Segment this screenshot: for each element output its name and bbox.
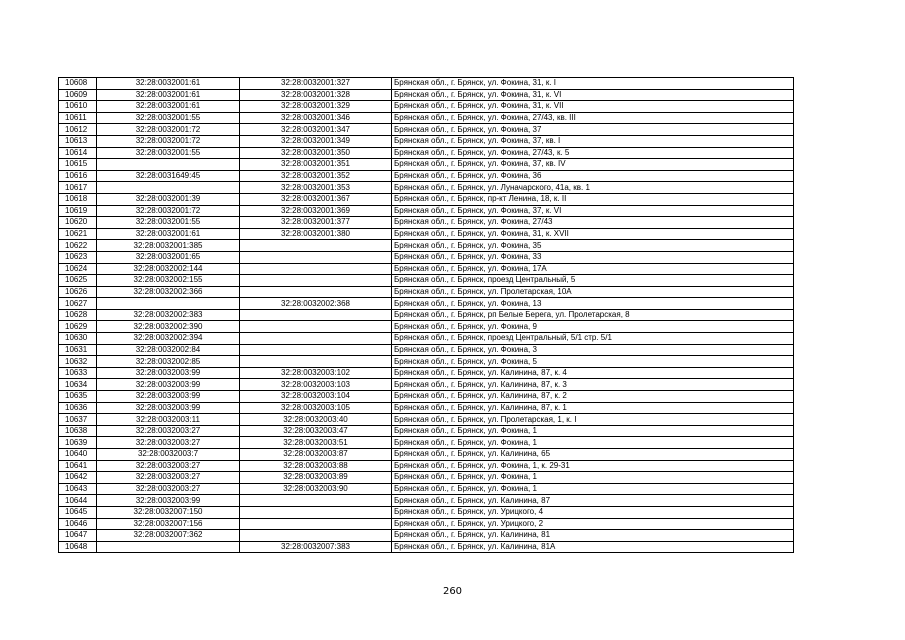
row-number-cell: 10608 — [59, 78, 97, 90]
land-parcel-number-cell: 32:28:0032003:99 — [97, 379, 240, 391]
land-parcel-number-cell: 32:28:0032001:39 — [97, 193, 240, 205]
row-number-cell: 10616 — [59, 170, 97, 182]
row-number-cell: 10617 — [59, 182, 97, 194]
table-row — [59, 159, 794, 171]
land-parcel-number-cell: 32:28:0032001:55 — [97, 147, 240, 159]
object-number-cell: 32:28:0032001:327 — [240, 78, 392, 90]
table-row — [59, 286, 794, 298]
object-number-cell: 32:28:0032007:383 — [240, 541, 392, 553]
object-number-cell: 32:28:0032003:47 — [240, 425, 392, 437]
land-parcel-number-cell: 32:28:0032007:150 — [97, 506, 240, 518]
address-cell: Брянская обл., г. Брянск, ул. Калинина, 87 — [392, 495, 794, 507]
row-number-cell: 10627 — [59, 298, 97, 310]
land-parcel-number-cell: 32:28:0032002:144 — [97, 263, 240, 275]
row-number-cell: 10634 — [59, 379, 97, 391]
address-cell: Брянская обл., г. Брянск, ул. Фокина, 31, к. VI — [392, 89, 794, 101]
object-number-cell — [240, 263, 392, 275]
row-number-cell: 10636 — [59, 402, 97, 414]
table-row — [59, 263, 794, 275]
land-parcel-number-cell: 32:28:0032002:383 — [97, 309, 240, 321]
table-row — [59, 530, 794, 542]
row-number-cell: 10643 — [59, 483, 97, 495]
registry-table-body — [59, 78, 794, 553]
land-parcel-number-cell: 32:28:0032003:27 — [97, 472, 240, 484]
table-row — [59, 449, 794, 461]
object-number-cell: 32:28:0032003:87 — [240, 449, 392, 461]
land-parcel-number-cell: 32:28:0032002:390 — [97, 321, 240, 333]
row-number-cell: 10612 — [59, 124, 97, 136]
land-parcel-number-cell: 32:28:0032001:72 — [97, 205, 240, 217]
land-parcel-number-cell: 32:28:0032001:65 — [97, 251, 240, 263]
object-number-cell: 32:28:0032003:104 — [240, 391, 392, 403]
land-parcel-number-cell: 32:28:0032003:99 — [97, 402, 240, 414]
object-number-cell — [240, 530, 392, 542]
registry-table — [58, 77, 794, 553]
object-number-cell — [240, 495, 392, 507]
table-row — [59, 356, 794, 368]
address-cell: Брянская обл., г. Брянск, ул. Фокина, 33 — [392, 251, 794, 263]
land-parcel-number-cell: 32:28:0032003:7 — [97, 449, 240, 461]
address-cell: Брянская обл., г. Брянск, ул. Фокина, 27/43 — [392, 217, 794, 229]
address-cell: Брянская обл., г. Брянск, ул. Фокина, 1 — [392, 437, 794, 449]
row-number-cell: 10618 — [59, 193, 97, 205]
table-row — [59, 379, 794, 391]
land-parcel-number-cell: 32:28:0032001:72 — [97, 124, 240, 136]
land-parcel-number-cell — [97, 541, 240, 553]
land-parcel-number-cell: 32:28:0032007:362 — [97, 530, 240, 542]
address-cell: Брянская обл., г. Брянск, ул. Фокина, 27/43, кв. III — [392, 112, 794, 124]
table-row — [59, 483, 794, 495]
table-row — [59, 205, 794, 217]
table-row — [59, 437, 794, 449]
table-row — [59, 367, 794, 379]
address-cell: Брянская обл., г. Брянск, ул. Фокина, 35 — [392, 240, 794, 252]
row-number-cell: 10631 — [59, 344, 97, 356]
row-number-cell: 10630 — [59, 333, 97, 345]
land-parcel-number-cell: 32:28:0032001:61 — [97, 78, 240, 90]
land-parcel-number-cell: 32:28:0032002:85 — [97, 356, 240, 368]
table-row — [59, 506, 794, 518]
object-number-cell: 32:28:0032001:351 — [240, 159, 392, 171]
row-number-cell: 10641 — [59, 460, 97, 472]
land-parcel-number-cell — [97, 182, 240, 194]
row-number-cell: 10645 — [59, 506, 97, 518]
address-cell: Брянская обл., г. Брянск, ул. Фокина, 37, кв. IV — [392, 159, 794, 171]
row-number-cell: 10648 — [59, 541, 97, 553]
row-number-cell: 10635 — [59, 391, 97, 403]
land-parcel-number-cell: 32:28:0032003:27 — [97, 483, 240, 495]
table-row — [59, 321, 794, 333]
table-row — [59, 460, 794, 472]
object-number-cell: 32:28:0032003:102 — [240, 367, 392, 379]
table-row — [59, 425, 794, 437]
land-parcel-number-cell: 32:28:0032003:99 — [97, 391, 240, 403]
table-row — [59, 135, 794, 147]
table-row — [59, 414, 794, 426]
row-number-cell: 10626 — [59, 286, 97, 298]
row-number-cell: 10622 — [59, 240, 97, 252]
address-cell: Брянская обл., г. Брянск, ул. Фокина, 37 — [392, 124, 794, 136]
table-row — [59, 182, 794, 194]
address-cell: Брянская обл., г. Брянск, ул. Фокина, 36 — [392, 170, 794, 182]
table-row — [59, 333, 794, 345]
address-cell: Брянская обл., г. Брянск, ул. Фокина, 37, кв. I — [392, 135, 794, 147]
land-parcel-number-cell: 32:28:0032001:72 — [97, 135, 240, 147]
row-number-cell: 10615 — [59, 159, 97, 171]
land-parcel-number-cell: 32:28:0032003:99 — [97, 367, 240, 379]
row-number-cell: 10614 — [59, 147, 97, 159]
table-row — [59, 495, 794, 507]
table-row — [59, 170, 794, 182]
row-number-cell: 10624 — [59, 263, 97, 275]
land-parcel-number-cell — [97, 159, 240, 171]
address-cell: Брянская обл., г. Брянск, ул. Фокина, 27/43, к. 5 — [392, 147, 794, 159]
land-parcel-number-cell: 32:28:0032001:55 — [97, 112, 240, 124]
object-number-cell: 32:28:0032003:90 — [240, 483, 392, 495]
object-number-cell: 32:28:0032001:352 — [240, 170, 392, 182]
object-number-cell: 32:28:0032001:347 — [240, 124, 392, 136]
address-cell: Брянская обл., г. Брянск, ул. Пролетарская, 10А — [392, 286, 794, 298]
object-number-cell — [240, 518, 392, 530]
land-parcel-number-cell: 32:28:0032003:11 — [97, 414, 240, 426]
address-cell: Брянская обл., г. Брянск, ул. Фокина, 1, к. 29-31 — [392, 460, 794, 472]
row-number-cell: 10621 — [59, 228, 97, 240]
row-number-cell: 10619 — [59, 205, 97, 217]
object-number-cell — [240, 240, 392, 252]
object-number-cell: 32:28:0032001:369 — [240, 205, 392, 217]
land-parcel-number-cell: 32:28:0032003:27 — [97, 437, 240, 449]
row-number-cell: 10609 — [59, 89, 97, 101]
object-number-cell — [240, 506, 392, 518]
land-parcel-number-cell: 32:28:0032003:27 — [97, 460, 240, 472]
address-cell: Брянская обл., г. Брянск, ул. Урицкого, 4 — [392, 506, 794, 518]
land-parcel-number-cell: 32:28:0032002:366 — [97, 286, 240, 298]
object-number-cell — [240, 309, 392, 321]
table-row — [59, 112, 794, 124]
table-row — [59, 518, 794, 530]
address-cell: Брянская обл., г. Брянск, ул. Фокина, 17А — [392, 263, 794, 275]
address-cell: Брянская обл., г. Брянск, ул. Урицкого, 2 — [392, 518, 794, 530]
row-number-cell: 10644 — [59, 495, 97, 507]
object-number-cell: 32:28:0032001:328 — [240, 89, 392, 101]
row-number-cell: 10633 — [59, 367, 97, 379]
table-row — [59, 193, 794, 205]
address-cell: Брянская обл., г. Брянск, ул. Фокина, 1 — [392, 425, 794, 437]
land-parcel-number-cell: 32:28:0032007:156 — [97, 518, 240, 530]
address-cell: Брянская обл., г. Брянск, ул. Фокина, 1 — [392, 472, 794, 484]
object-number-cell — [240, 356, 392, 368]
object-number-cell: 32:28:0032001:353 — [240, 182, 392, 194]
page-number: 260 — [442, 586, 463, 597]
object-number-cell: 32:28:0032003:89 — [240, 472, 392, 484]
object-number-cell — [240, 251, 392, 263]
object-number-cell — [240, 321, 392, 333]
row-number-cell: 10637 — [59, 414, 97, 426]
row-number-cell: 10638 — [59, 425, 97, 437]
object-number-cell: 32:28:0032003:40 — [240, 414, 392, 426]
address-cell: Брянская обл., г. Брянск, ул. Калинина, 87, к. 1 — [392, 402, 794, 414]
row-number-cell: 10610 — [59, 101, 97, 113]
land-parcel-number-cell: 32:28:0032001:61 — [97, 101, 240, 113]
table-row — [59, 147, 794, 159]
address-cell: Брянская обл., г. Брянск, ул. Калинина, 87, к. 2 — [392, 391, 794, 403]
object-number-cell: 32:28:0032001:349 — [240, 135, 392, 147]
address-cell: Брянская обл., г. Брянск, ул. Калинина, 81 — [392, 530, 794, 542]
table-row — [59, 228, 794, 240]
land-parcel-number-cell: 32:28:0032003:99 — [97, 495, 240, 507]
address-cell: Брянская обл., г. Брянск, ул. Калинина, 65 — [392, 449, 794, 461]
row-number-cell: 10629 — [59, 321, 97, 333]
object-number-cell: 32:28:0032001:329 — [240, 101, 392, 113]
table-row — [59, 217, 794, 229]
land-parcel-number-cell: 32:28:0032001:61 — [97, 89, 240, 101]
address-cell: Брянская обл., г. Брянск, ул. Фокина, 9 — [392, 321, 794, 333]
address-cell: Брянская обл., г. Брянск, ул. Фокина, 1 — [392, 483, 794, 495]
address-cell: Брянская обл., г. Брянск, ул. Фокина, 31, к. XVII — [392, 228, 794, 240]
land-parcel-number-cell: 32:28:0032001:61 — [97, 228, 240, 240]
row-number-cell: 10611 — [59, 112, 97, 124]
row-number-cell: 10628 — [59, 309, 97, 321]
row-number-cell: 10639 — [59, 437, 97, 449]
address-cell: Брянская обл., г. Брянск, ул. Фокина, 5 — [392, 356, 794, 368]
address-cell: Брянская обл., г. Брянск, ул. Калинина, 81А — [392, 541, 794, 553]
table-row — [59, 309, 794, 321]
address-cell: Брянская обл., г. Брянск, ул. Луначарского, 41а, кв. 1 — [392, 182, 794, 194]
address-cell: Брянская обл., г. Брянск, ул. Пролетарская, 1, к. I — [392, 414, 794, 426]
row-number-cell: 10642 — [59, 472, 97, 484]
address-cell: Брянская обл., г. Брянск, пр-кт Ленина, 18, к. II — [392, 193, 794, 205]
table-row — [59, 124, 794, 136]
address-cell: Брянская обл., г. Брянск, проезд Центральный, 5/1 стр. 5/1 — [392, 333, 794, 345]
address-cell: Брянская обл., г. Брянск, ул. Калинина, 87, к. 4 — [392, 367, 794, 379]
object-number-cell: 32:28:0032001:380 — [240, 228, 392, 240]
table-row — [59, 472, 794, 484]
table-row — [59, 101, 794, 113]
object-number-cell: 32:28:0032001:377 — [240, 217, 392, 229]
land-parcel-number-cell: 32:28:0032001:55 — [97, 217, 240, 229]
table-row — [59, 402, 794, 414]
address-cell: Брянская обл., г. Брянск, проезд Центральный, 5 — [392, 275, 794, 287]
table-row — [59, 344, 794, 356]
land-parcel-number-cell: 32:28:0032003:27 — [97, 425, 240, 437]
row-number-cell: 10613 — [59, 135, 97, 147]
table-row — [59, 89, 794, 101]
object-number-cell — [240, 333, 392, 345]
object-number-cell: 32:28:0032003:105 — [240, 402, 392, 414]
land-parcel-number-cell: 32:28:0032002:394 — [97, 333, 240, 345]
row-number-cell: 10625 — [59, 275, 97, 287]
address-cell: Брянская обл., г. Брянск, ул. Фокина, 3 — [392, 344, 794, 356]
object-number-cell: 32:28:0032003:103 — [240, 379, 392, 391]
object-number-cell — [240, 286, 392, 298]
address-cell: Брянская обл., г. Брянск, ул. Фокина, 31, к. I — [392, 78, 794, 90]
object-number-cell: 32:28:0032003:88 — [240, 460, 392, 472]
object-number-cell — [240, 275, 392, 287]
object-number-cell: 32:28:0032002:368 — [240, 298, 392, 310]
object-number-cell: 32:28:0032001:346 — [240, 112, 392, 124]
object-number-cell — [240, 344, 392, 356]
land-parcel-number-cell — [97, 298, 240, 310]
table-row — [59, 78, 794, 90]
object-number-cell: 32:28:0032003:51 — [240, 437, 392, 449]
table-row — [59, 541, 794, 553]
row-number-cell: 10620 — [59, 217, 97, 229]
row-number-cell: 10623 — [59, 251, 97, 263]
address-cell: Брянская обл., г. Брянск, ул. Фокина, 37, к. VI — [392, 205, 794, 217]
table-row — [59, 298, 794, 310]
table-row — [59, 275, 794, 287]
object-number-cell: 32:28:0032001:367 — [240, 193, 392, 205]
table-row — [59, 240, 794, 252]
address-cell: Брянская обл., г. Брянск, ул. Фокина, 13 — [392, 298, 794, 310]
land-parcel-number-cell: 32:28:0032002:155 — [97, 275, 240, 287]
row-number-cell: 10632 — [59, 356, 97, 368]
object-number-cell: 32:28:0032001:350 — [240, 147, 392, 159]
row-number-cell: 10647 — [59, 530, 97, 542]
address-cell: Брянская обл., г. Брянск, ул. Фокина, 31, к. VII — [392, 101, 794, 113]
address-cell: Брянская обл., г. Брянск, ул. Калинина, 87, к. 3 — [392, 379, 794, 391]
land-parcel-number-cell: 32:28:0032001:385 — [97, 240, 240, 252]
table-row — [59, 251, 794, 263]
table-row — [59, 391, 794, 403]
address-cell: Брянская обл., г. Брянск, рп Белые Берега, ул. Пролетарская, 8 — [392, 309, 794, 321]
row-number-cell: 10646 — [59, 518, 97, 530]
land-parcel-number-cell: 32:28:0031649:45 — [97, 170, 240, 182]
row-number-cell: 10640 — [59, 449, 97, 461]
land-parcel-number-cell: 32:28:0032002:84 — [97, 344, 240, 356]
